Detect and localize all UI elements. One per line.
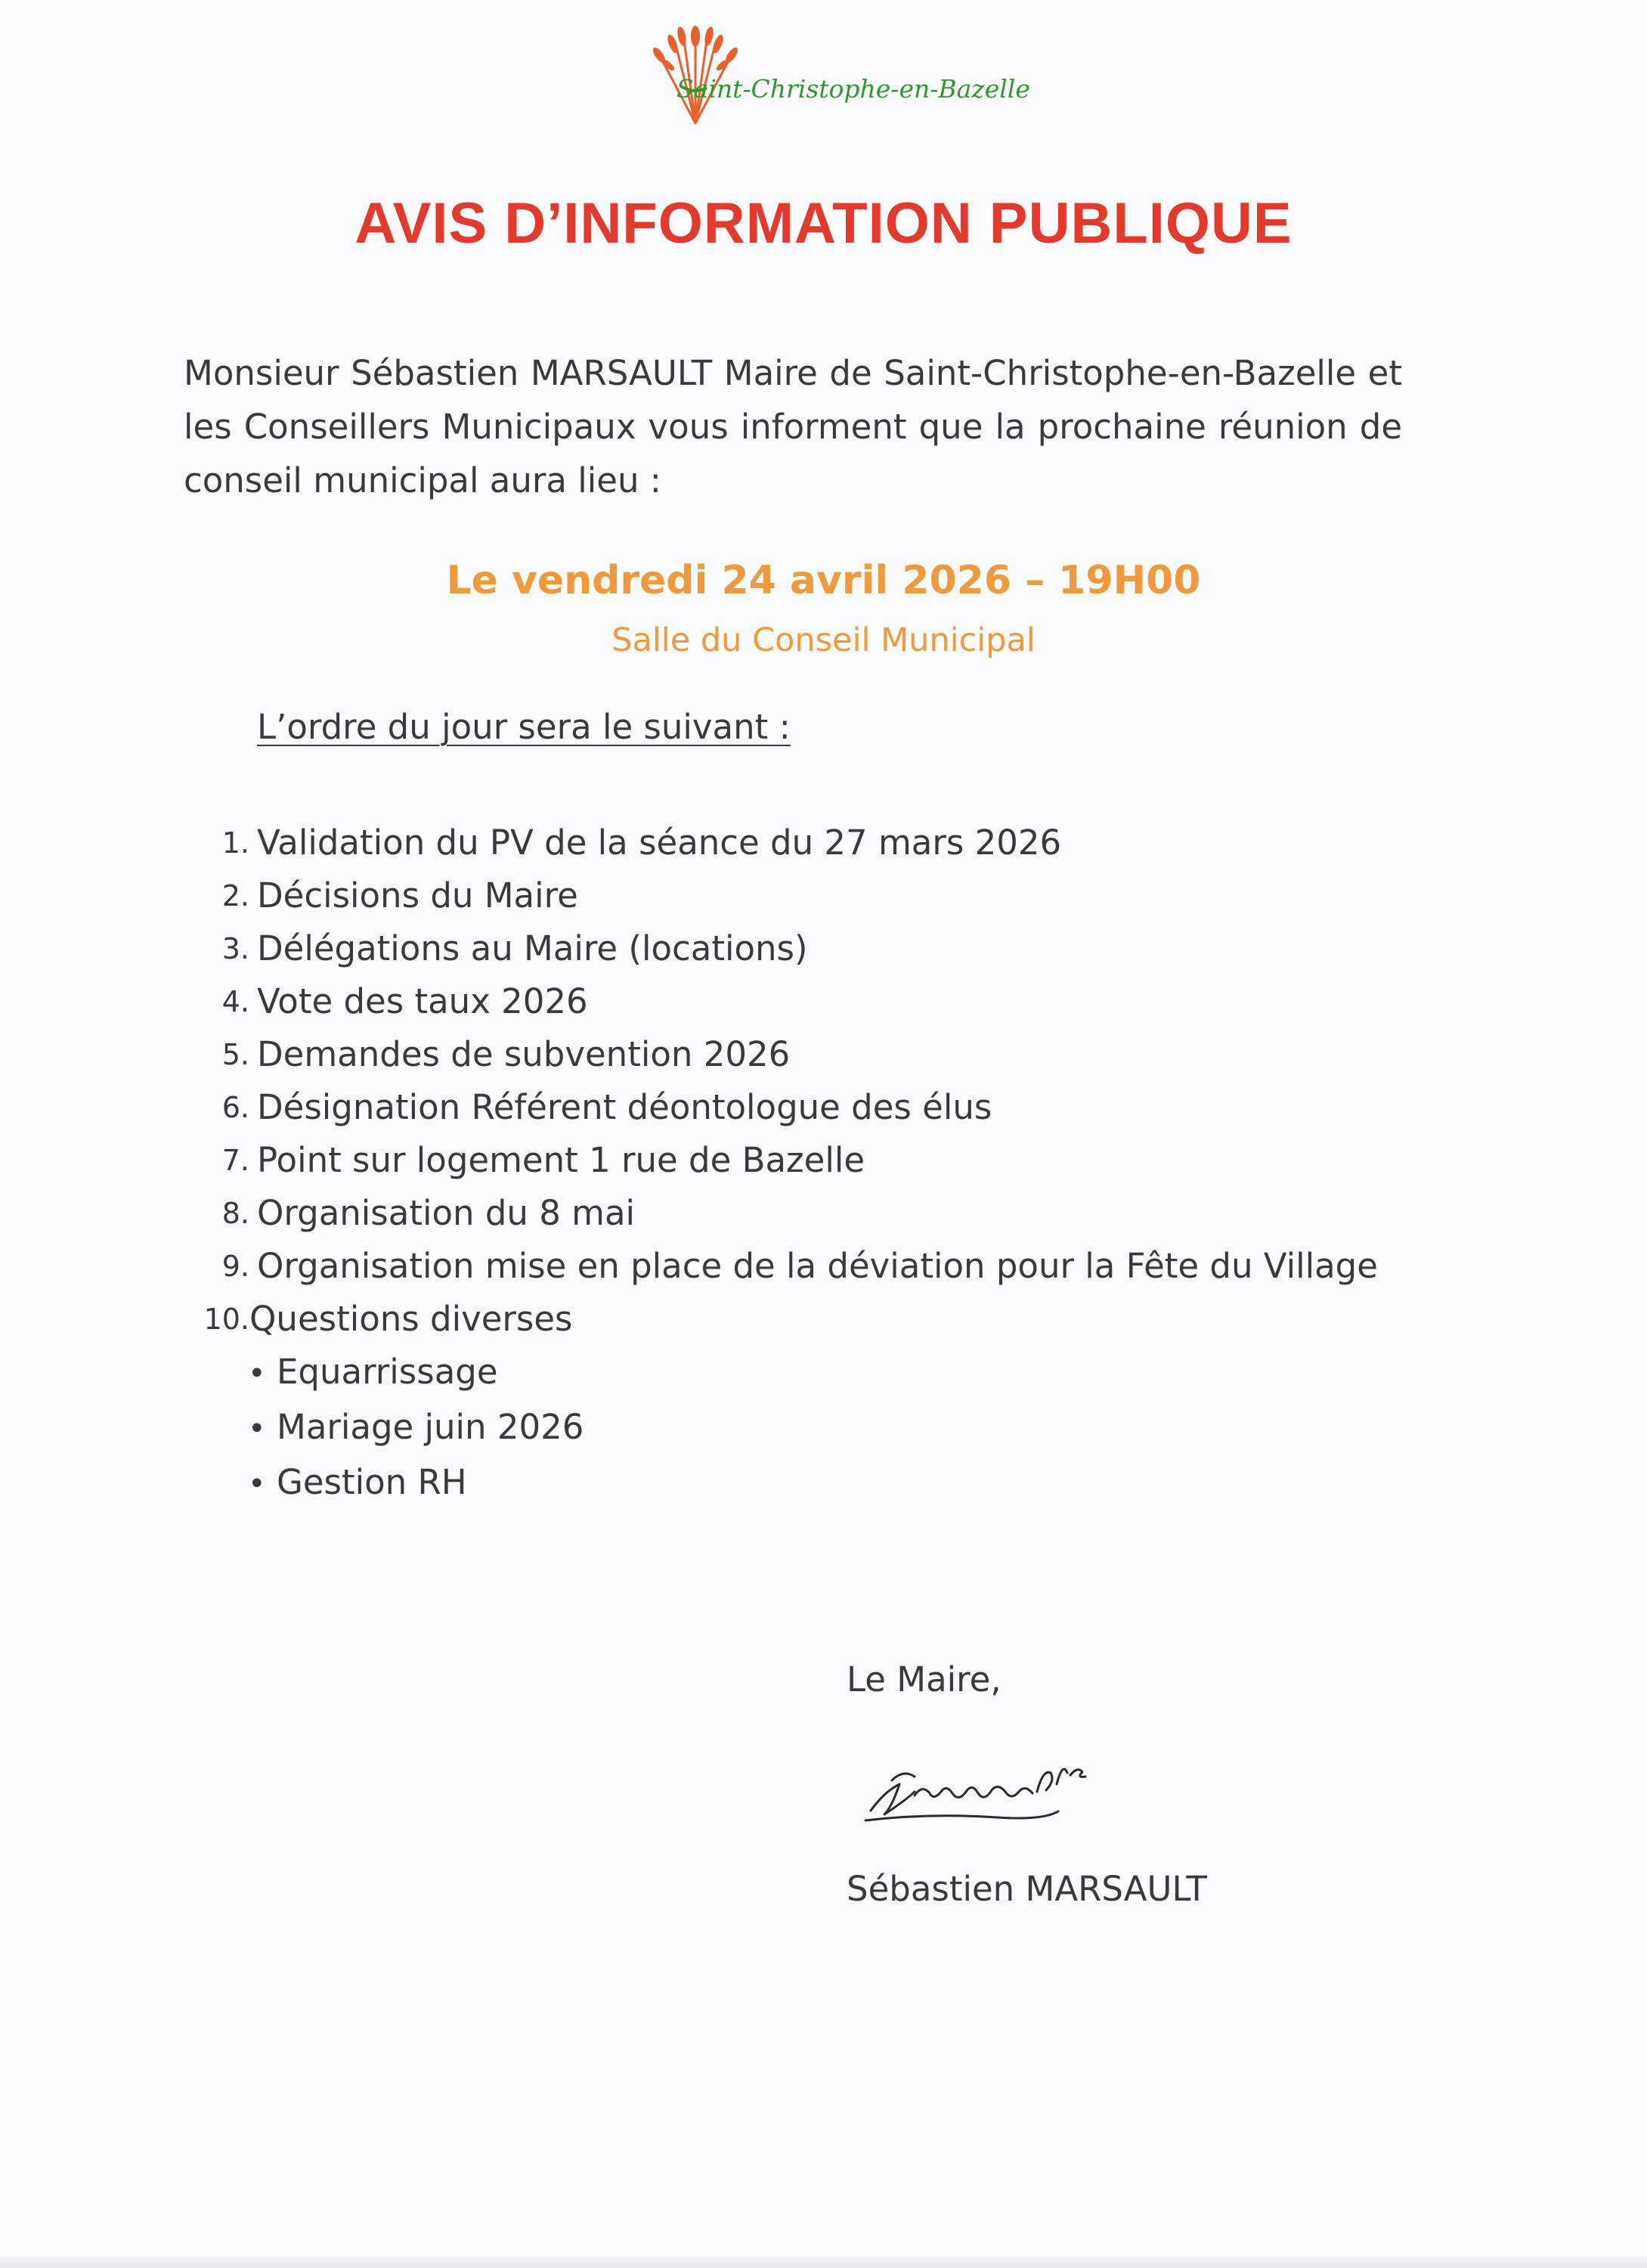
closing-text: Le Maire, <box>847 1659 1002 1699</box>
agenda-item: 1. Validation du PV de la séance du 27 mars 2026 <box>221 823 1062 863</box>
signer-name: Sébastien MARSAULT <box>847 1869 1207 1909</box>
list-item: • Gestion RH <box>248 1462 467 1502</box>
logo-text: Saint-Christophe-en-Bazelle <box>676 74 1030 104</box>
agenda-item: 8. Organisation du 8 mai <box>221 1193 636 1233</box>
municipality-logo <box>627 14 1030 135</box>
signature-image <box>862 1739 1119 1837</box>
agenda-heading: L’ordre du jour sera le suivant : <box>257 707 791 747</box>
agenda-item: 4. Vote des taux 2026 <box>221 981 588 1021</box>
meeting-date: Le vendredi 24 avril 2026 – 19H00 <box>446 558 1201 603</box>
agenda-list <box>195 816 1480 1346</box>
wheat-sheaf-icon <box>642 14 748 127</box>
agenda-item: 10. Questions diverses <box>203 1299 573 1339</box>
agenda-item: 9. Organisation mise en place de la déviation pour la Fête du Village <box>221 1246 1378 1286</box>
agenda-item: 2. Décisions du Maire <box>221 875 578 916</box>
page-edge <box>0 2257 1647 2268</box>
agenda-item: 5. Demandes de subvention 2026 <box>221 1034 791 1074</box>
agenda-item: 6. Désignation Référent déontologue des élus <box>221 1087 992 1127</box>
sub-item-list <box>248 1344 584 1510</box>
agenda-item: 3. Délégations au Maire (locations) <box>221 928 808 968</box>
list-item: • Mariage juin 2026 <box>248 1407 584 1447</box>
agenda-item: 7. Point sur logement 1 rue de Bazelle <box>221 1140 865 1180</box>
list-item: • Equarrissage <box>248 1352 498 1392</box>
intro-paragraph: Monsieur Sébastien MARSAULT Maire de Saint-Christophe-en-Bazelle et les Conseillers Municipaux vous informent que la prochaine réunion de conseil municipal aura lieu : <box>184 353 1402 500</box>
page-title: AVIS D’INFORMATION PUBLIQUE <box>354 191 1293 256</box>
meeting-place: Salle du Conseil Municipal <box>611 621 1036 659</box>
